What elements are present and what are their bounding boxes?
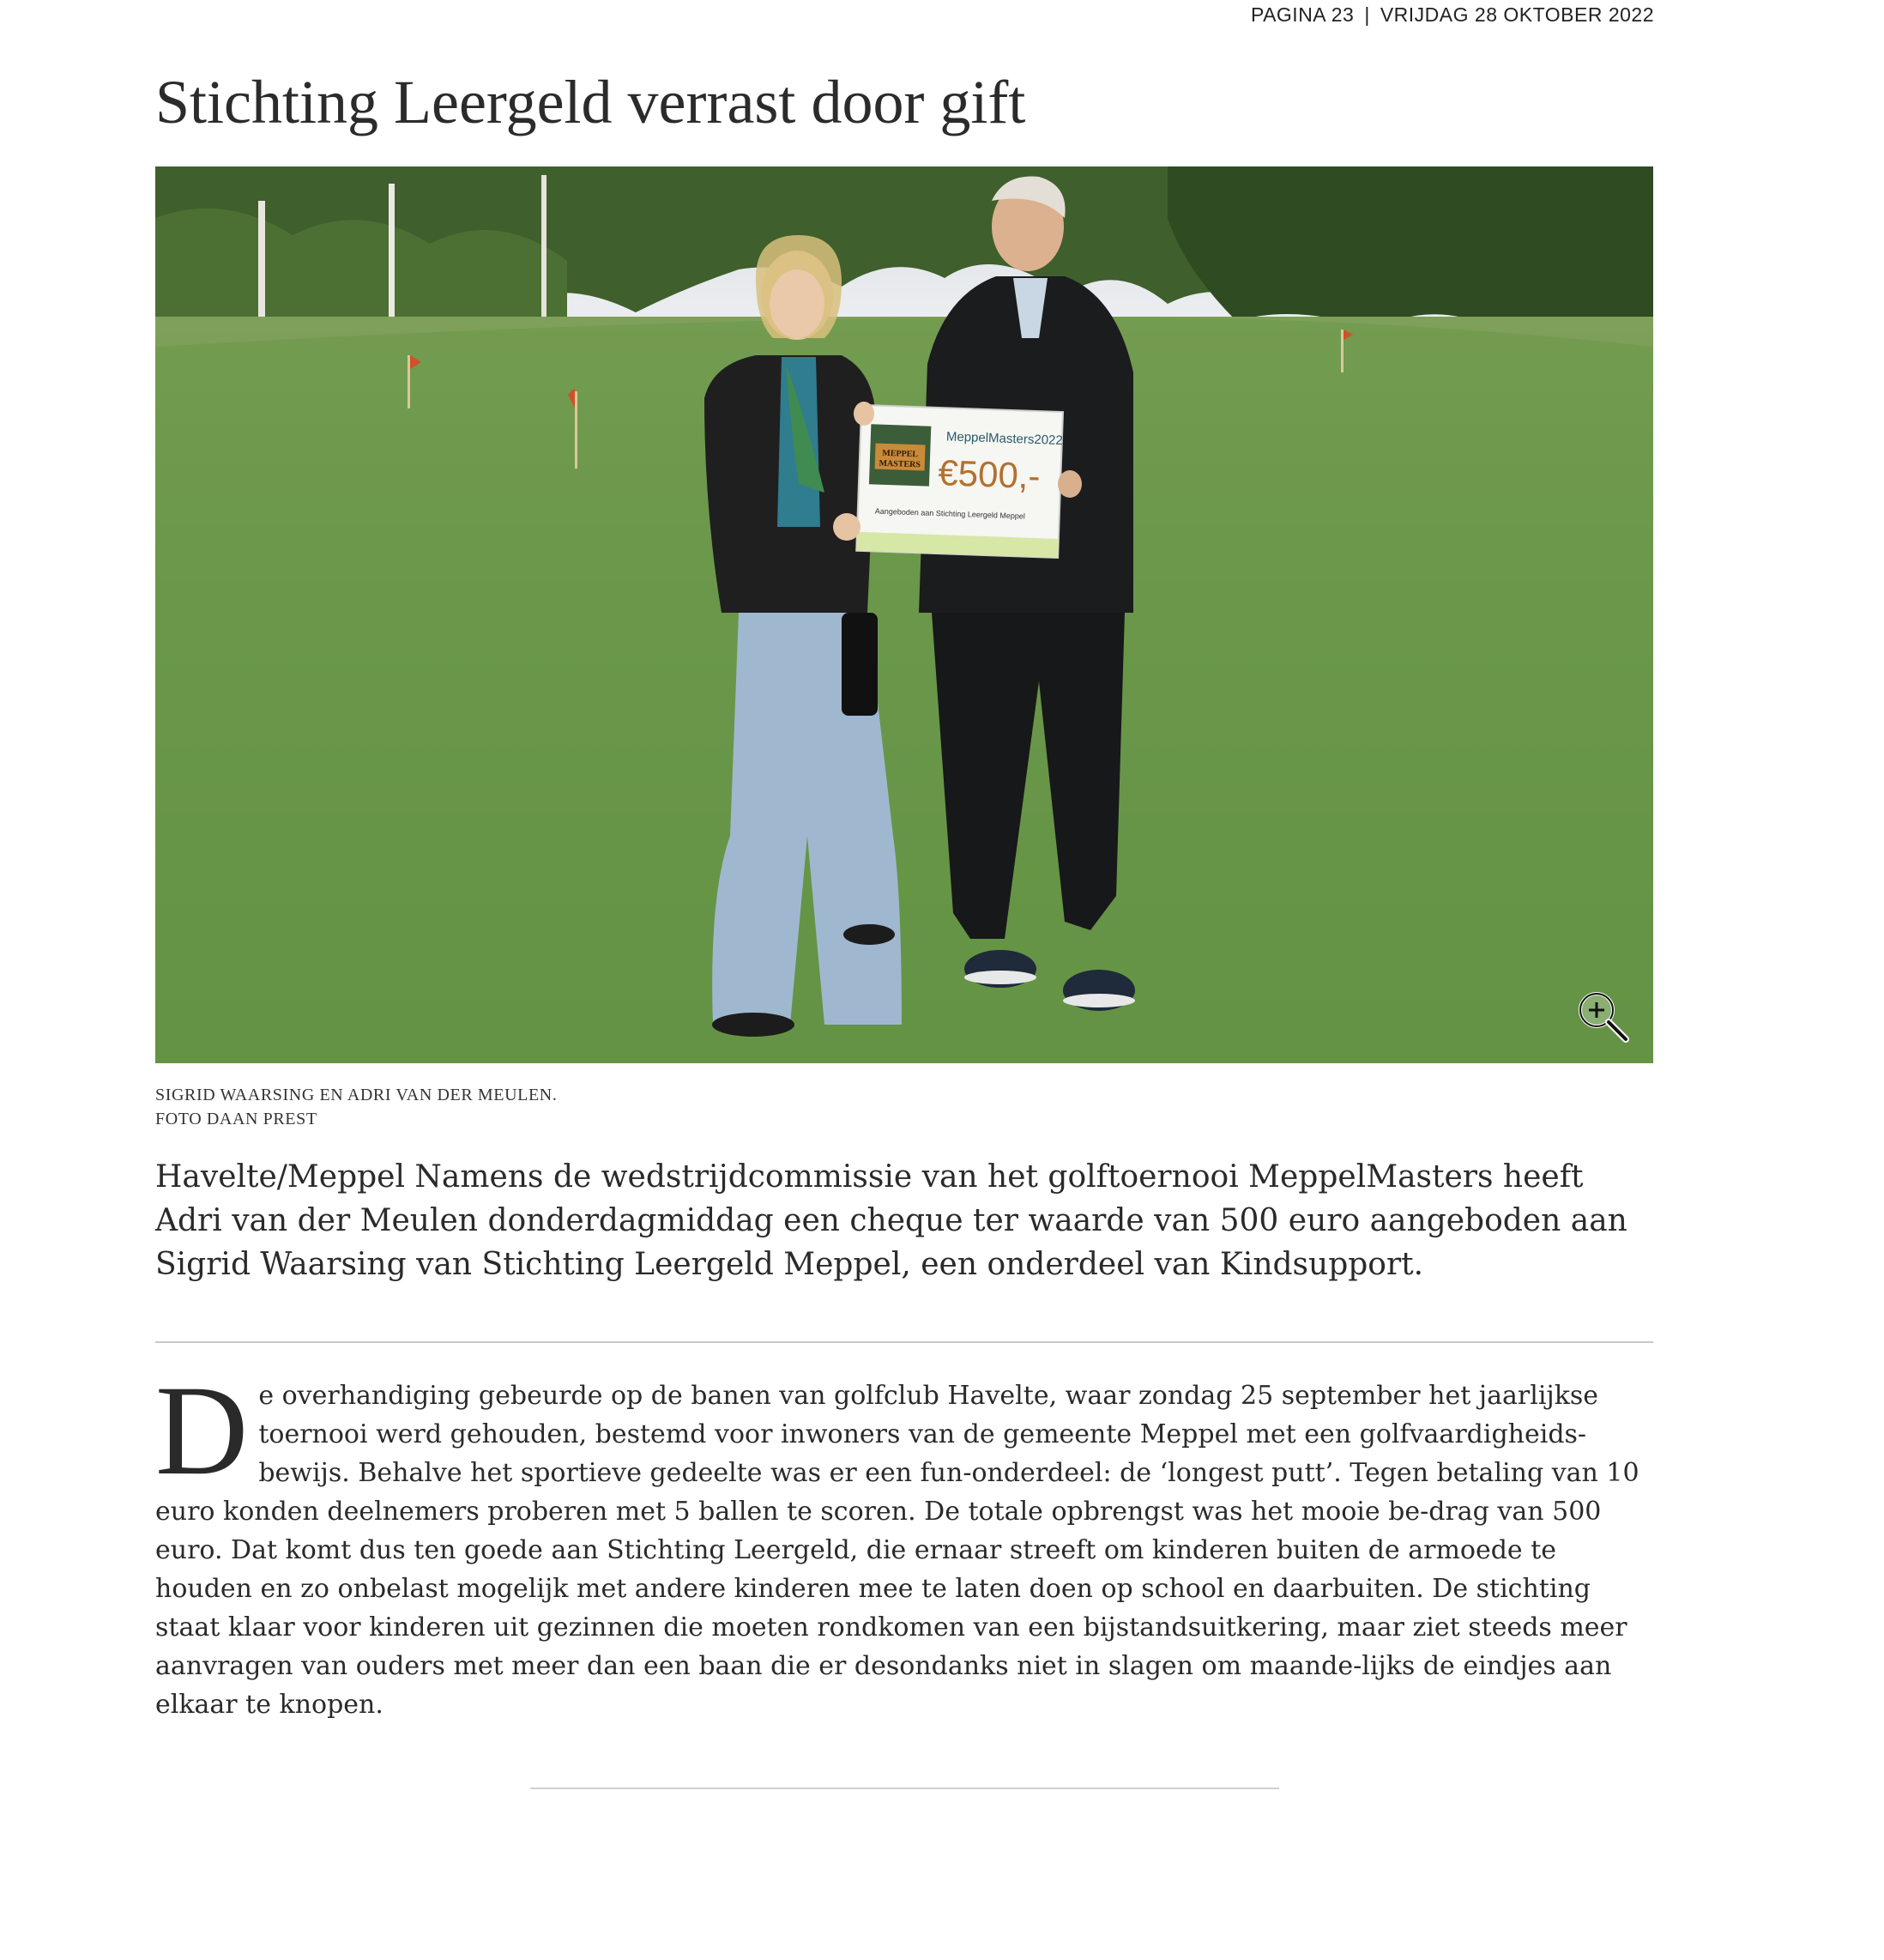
article-lead: Havelte/Meppel Namens de wedstrijdcommissie van het golftoernooi MeppelMasters heeft Adri van der Meulen donderdagmiddag een cheque ter waarde van 500 euro aangeboden aan Sigrid Waarsing van Stichting Leergeld Meppel, een onderdeel van Kindsupport.	[155, 1159, 1627, 1282]
page-number: PAGINA 23	[1250, 3, 1355, 26]
cheque-title: MeppelMasters2022	[945, 429, 1064, 449]
photo-caption	[155, 1083, 557, 1131]
section-divider	[155, 1341, 1653, 1343]
article-end-divider	[530, 1788, 1279, 1789]
article-headline: Stichting Leergeld verrast door gift	[155, 68, 1026, 136]
zoom-in-icon[interactable]	[1576, 989, 1631, 1044]
caption-names: SIGRID WAARSING EN ADRI VAN DER MEULEN.	[155, 1086, 558, 1104]
drop-cap: D	[155, 1359, 249, 1502]
publication-date: VRIJDAG 28 OKTOBER 2022	[1380, 3, 1654, 26]
golf-course-photo	[155, 166, 1653, 1063]
cheque	[856, 405, 1064, 558]
page-header	[1251, 3, 1654, 27]
article-body	[155, 1359, 1653, 1724]
cheque-logo-line1: MEPPEL	[882, 448, 919, 460]
cheque-subtitle: Aangeboden aan Stichting Leergeld Meppel	[874, 506, 1026, 521]
article-body-text: e overhandiging gebeurde op de banen van golfclub Havelte, waar zondag 25 september het jaarlijkse toernooi werd gehouden, bestemd voor inwoners van de gemeente Meppel met een golfvaardigheids-bewijs. Behalve het sportieve gedeelte was er een fun-onderdeel: de ‘longest putt’. Tegen betaling van 10 euro konden deelnemers proberen met 5 ballen te scoren. De totale opbrengst was het mooie be-drag van 500 euro. Dat komt dus ten goede aan Stichting Leergeld, die ernaar streeft om kinderen buiten de armoede te houden en zo onbelast mogelijk met andere kinderen mee te laten doen op school en daarbuiten. De stichting staat klaar voor kinderen uit gezinnen die moeten rondkomen van een bijstandsuitkering, maar ziet steeds meer aanvragen van ouders met meer dan een baan die er desondanks niet in slagen om maande-lijks de eindjes aan elkaar te knopen.	[155, 1381, 1639, 1720]
caption-credit: FOTO DAAN PREST	[155, 1110, 317, 1128]
cheque-logo-line2: MASTERS	[879, 458, 921, 470]
header-separator: |	[1364, 3, 1370, 26]
cheque-amount: €500,-	[937, 452, 1042, 497]
article-photo[interactable]	[155, 166, 1653, 1063]
